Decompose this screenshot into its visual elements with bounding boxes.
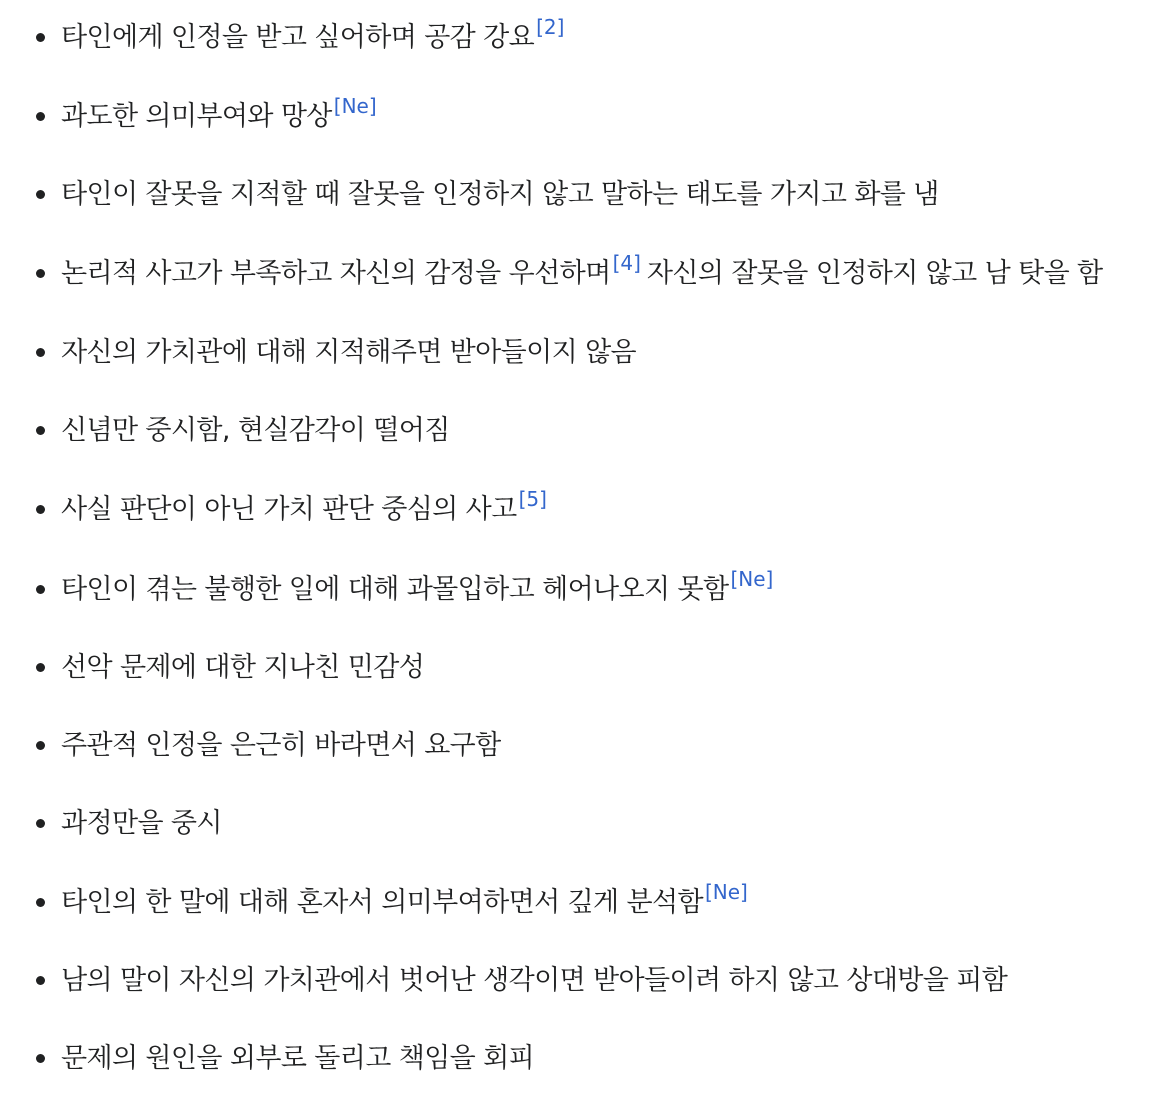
list-item-text bbox=[61, 880, 748, 923]
bullet-dot bbox=[36, 112, 45, 121]
bullet-dot bbox=[36, 348, 45, 357]
bullet-dot bbox=[36, 585, 45, 594]
bullet-dot bbox=[36, 426, 45, 435]
citation-link[interactable]: [2] bbox=[536, 15, 565, 39]
item-text: 선악 문제에 대한 지나친 민감성 bbox=[61, 652, 425, 683]
list-item bbox=[0, 961, 1170, 1001]
item-text: 타인이 잘못을 지적할 때 잘못을 인정하지 않고 말하는 태도를 가지고 화를 냄 bbox=[61, 179, 939, 210]
list-item bbox=[0, 804, 1170, 844]
list-item-text bbox=[61, 251, 1103, 294]
bullet-dot bbox=[36, 33, 45, 42]
citation-link[interactable]: [Ne] bbox=[730, 567, 774, 591]
item-text: 과정만을 중시 bbox=[61, 808, 222, 839]
list-item-text bbox=[61, 175, 939, 215]
item-text: 과도한 의미부여와 망상 bbox=[61, 101, 332, 132]
bullet-dot bbox=[36, 976, 45, 985]
item-text: 논리적 사고가 부족하고 자신의 감정을 우선하며 bbox=[61, 258, 611, 289]
item-text: 주관적 인정을 은근히 바라면서 요구함 bbox=[61, 730, 501, 761]
list-item-text bbox=[61, 94, 377, 137]
bullet-dot bbox=[36, 663, 45, 672]
list-item bbox=[0, 1039, 1170, 1079]
list-item-text bbox=[61, 487, 547, 530]
list-item-text bbox=[61, 726, 501, 766]
list-item-text bbox=[61, 961, 1007, 1001]
bullet-dot bbox=[36, 269, 45, 278]
bullet-dot bbox=[36, 1054, 45, 1063]
citation-link[interactable]: [5] bbox=[518, 487, 547, 511]
list-item bbox=[0, 333, 1170, 373]
item-text: 사실 판단이 아닌 가치 판단 중심의 사고 bbox=[61, 494, 517, 525]
bullet-dot bbox=[36, 505, 45, 514]
item-text: 자신의 가치관에 대해 지적해주면 받아들이지 않음 bbox=[61, 337, 637, 368]
list-item bbox=[0, 487, 1170, 530]
bullet-dot bbox=[36, 819, 45, 828]
citation-link[interactable]: [Ne] bbox=[704, 880, 748, 904]
list-item-text bbox=[61, 333, 636, 373]
list-item bbox=[0, 567, 1170, 610]
bullet-dot bbox=[36, 741, 45, 750]
list-item bbox=[0, 15, 1170, 58]
list-item-text bbox=[61, 411, 450, 451]
item-text: 문제의 원인을 외부로 돌리고 책임을 회피 bbox=[61, 1043, 535, 1074]
list-item-text bbox=[61, 648, 424, 688]
bullet-dot bbox=[36, 190, 45, 199]
list-item bbox=[0, 726, 1170, 766]
item-text: 타인이 겪는 불행한 일에 대해 과몰입하고 헤어나오지 못함 bbox=[61, 574, 729, 605]
list-item bbox=[0, 411, 1170, 451]
list-item bbox=[0, 880, 1170, 923]
item-text: 남의 말이 자신의 가치관에서 벗어난 생각이면 받아들이려 하지 않고 상대방을 피함 bbox=[61, 965, 1008, 996]
list-item-text bbox=[61, 567, 774, 610]
item-text-continued: 자신의 잘못을 인정하지 않고 남 탓을 함 bbox=[646, 258, 1103, 289]
list-item-text bbox=[61, 15, 565, 58]
list-item bbox=[0, 648, 1170, 688]
list-item-text bbox=[61, 804, 222, 844]
list-item-text bbox=[61, 1039, 534, 1079]
list-item bbox=[0, 251, 1170, 294]
list-item bbox=[0, 94, 1170, 137]
item-text: 신념만 중시함, 현실감각이 떨어짐 bbox=[61, 415, 450, 446]
item-text: 타인에게 인정을 받고 싶어하며 공감 강요 bbox=[61, 22, 535, 53]
item-text: 타인의 한 말에 대해 혼자서 의미부여하면서 깊게 분석함 bbox=[61, 887, 703, 918]
citation-link[interactable]: [4] bbox=[612, 251, 641, 275]
citation-link[interactable]: [Ne] bbox=[333, 94, 377, 118]
list-item bbox=[0, 175, 1170, 215]
bullet-dot bbox=[36, 898, 45, 907]
